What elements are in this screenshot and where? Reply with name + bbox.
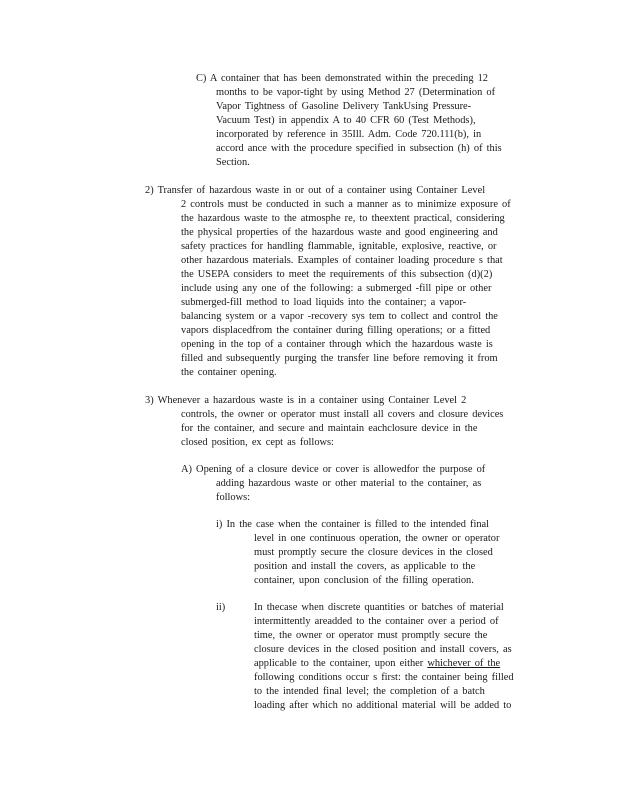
text-line: balancing system or a vapor -recovery sys tem to collect and control the xyxy=(181,311,498,322)
text-line: Section. xyxy=(216,157,250,168)
text-line: Vacuum Test) in appendix A to 40 CFR 60 (Test Methods), xyxy=(216,115,476,126)
text-line: closure devices in the closed position and install covers, as xyxy=(254,644,512,655)
text-line: following conditions occur s first: the container being filled xyxy=(254,672,514,683)
text-line: A) Opening of a closure device or cover is allowedfor the purpose of xyxy=(181,464,486,475)
text-line: submerged-fill method to load liquids into the container; a vapor- xyxy=(181,297,467,308)
underlined-phrase: whichever of the xyxy=(427,658,501,669)
text-line: the USEPA considers to meet the requirements of this subsection (d)(2) xyxy=(181,269,493,280)
text-line: include using any one of the following: a submerged -fill pipe or other xyxy=(181,283,492,294)
text-line: C) A container that has been demonstrated within the preceding 12 xyxy=(196,73,489,84)
text-segment: applicable to the container, upon either xyxy=(254,658,428,669)
text-line: loading after which no additional material will be added to xyxy=(254,700,512,711)
text-line: for the container, and secure and maintain eachclosure device in the xyxy=(181,423,478,434)
text-line: adding hazardous waste or other material to the container, as xyxy=(216,478,482,489)
text-line: months to be vapor-tight by using Method 27 (Determination of xyxy=(216,87,496,98)
text-line-with-underline xyxy=(254,657,500,671)
text-line: incorporated by reference in 35Ill. Adm. Code 720.111(b), in xyxy=(216,129,482,140)
text-line: must promptly secure the closure devices in the closed xyxy=(254,547,493,558)
text-line: controls, the owner or operator must install all covers and closure devices xyxy=(181,409,504,420)
text-line: level in one continuous operation, the owner or operator xyxy=(254,533,500,544)
text-line: follows: xyxy=(216,492,251,503)
text-line: the container opening. xyxy=(181,367,277,378)
text-line: to the intended final level; the completion of a batch xyxy=(254,686,485,697)
text-line: i) In the case when the container is filled to the intended final xyxy=(216,519,490,530)
text-line: the physical properties of the hazardous waste and good engineering and xyxy=(181,227,498,238)
text-line: intermittently areadded to the container over a period of xyxy=(254,616,499,627)
text-line: other hazardous materials. Examples of container loading procedure s that xyxy=(181,255,503,266)
text-line: filled and subsequently purging the transfer line before removing it from xyxy=(181,353,498,364)
text-line: accord ance with the procedure specified in subsection (h) of this xyxy=(216,143,502,154)
item-label: ii) xyxy=(216,602,226,613)
text-line: the hazardous waste to the atmosphe re, to theextent practical, considering xyxy=(181,213,505,224)
text-line: 2 controls must be conducted in such a manner as to minimize exposure of xyxy=(181,199,511,210)
text-line: time, the owner or operator must promptly secure the xyxy=(254,630,488,641)
text-line: In thecase when discrete quantities or batches of material xyxy=(254,602,504,613)
text-line: opening in the top of a container through which the hazardous waste is xyxy=(181,339,493,350)
text-line: vapors displacedfrom the container during filling operations; or a fitted xyxy=(181,325,491,336)
text-line: 3) Whenever a hazardous waste is in a container using Container Level 2 xyxy=(145,395,467,406)
text-line: position and install the covers, as applicable to the xyxy=(254,561,476,572)
text-line: safety practices for handling flammable, ignitable, explosive, reactive, or xyxy=(181,241,497,252)
text-line: Vapor Tightness of Gasoline Delivery TankUsing Pressure- xyxy=(216,101,472,112)
text-line: container, upon conclusion of the filling operation. xyxy=(254,575,474,586)
text-line: closed position, ex cept as follows: xyxy=(181,437,334,448)
text-line: 2) Transfer of hazardous waste in or out of a container using Container Level xyxy=(145,185,486,196)
